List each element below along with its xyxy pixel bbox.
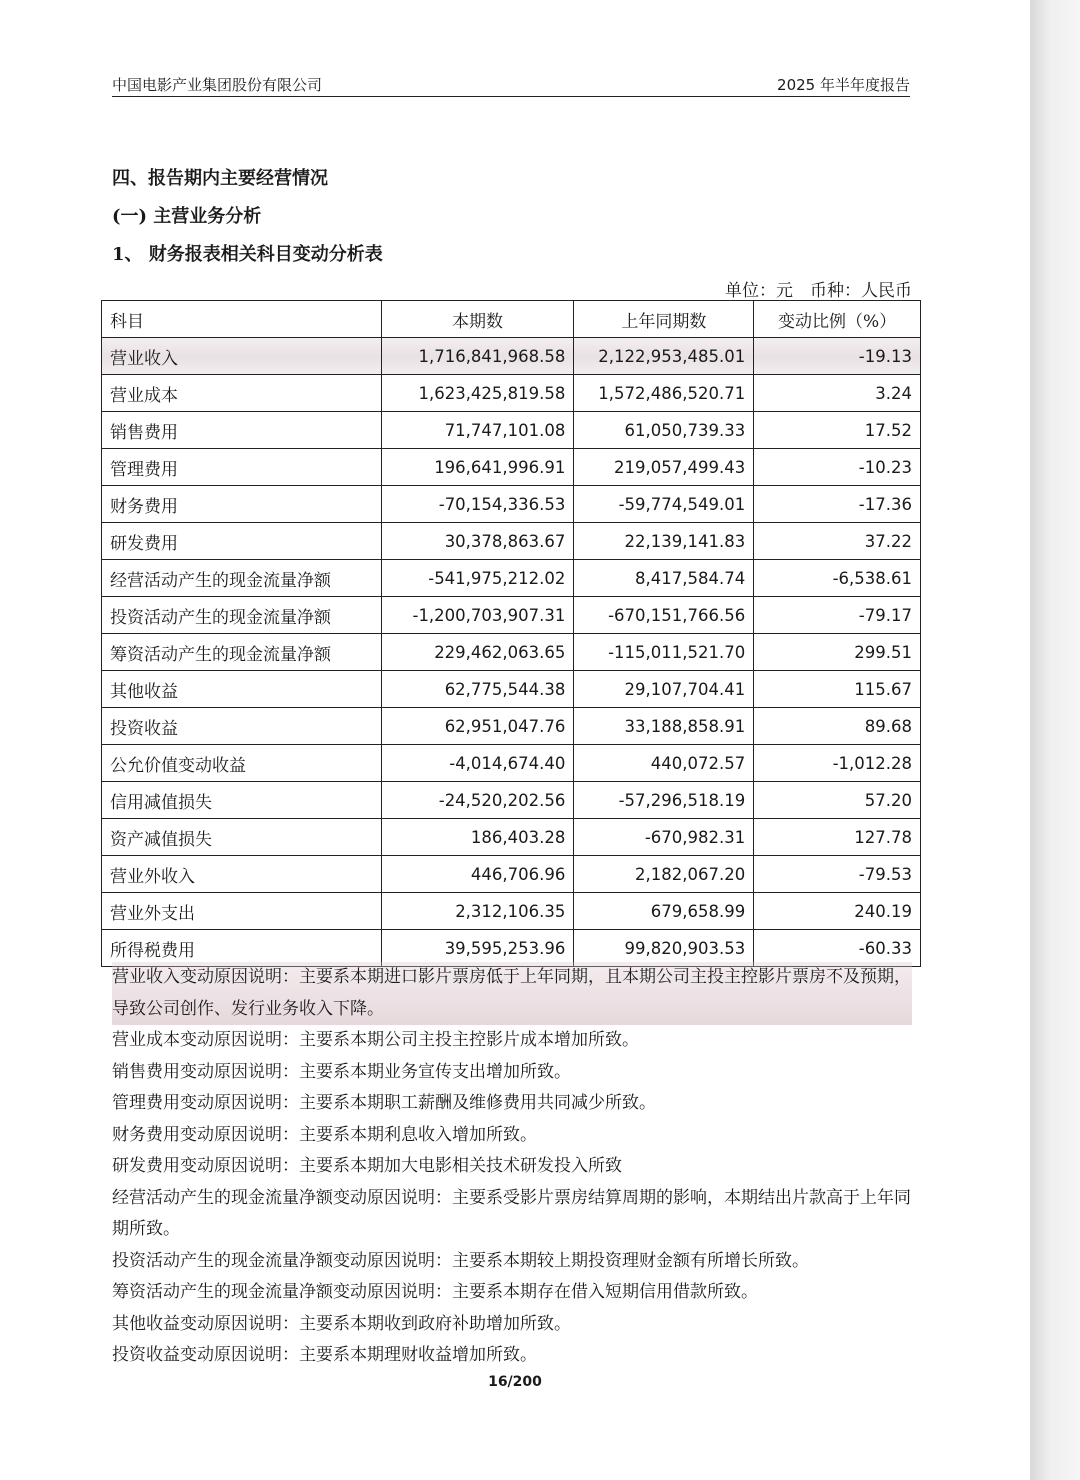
table-row <box>102 634 921 671</box>
table-row <box>102 856 921 893</box>
col-header-item: 科目 <box>102 301 382 338</box>
note-investment-income: 投资收益变动原因说明：主要系本期理财收益增加所致。 <box>112 1345 537 1365</box>
change-pct: -79.17 <box>754 597 921 634</box>
current-value: 1,716,841,968.58 <box>381 338 574 375</box>
prior-value: -57,296,518.19 <box>574 782 754 819</box>
table-row <box>102 412 921 449</box>
change-pct: 57.20 <box>754 782 921 819</box>
change-pct: -1,012.28 <box>754 745 921 782</box>
current-value: 71,747,101.08 <box>381 412 574 449</box>
prior-value: 61,050,739.33 <box>574 412 754 449</box>
table-row <box>102 338 921 375</box>
change-pct: 37.22 <box>754 523 921 560</box>
prior-value: 99,820,903.53 <box>574 930 754 967</box>
current-value: -24,520,202.56 <box>381 782 574 819</box>
col-header-prior: 上年同期数 <box>574 301 754 338</box>
section-title: 四、报告期内主要经营情况 <box>112 168 328 189</box>
page-number: 16/200 <box>488 1374 542 1390</box>
prior-value: 2,122,953,485.01 <box>574 338 754 375</box>
current-value: 62,775,544.38 <box>381 671 574 708</box>
table-row <box>102 560 921 597</box>
current-value: 2,312,106.35 <box>381 893 574 930</box>
col-header-change: 变动比例（%） <box>754 301 921 338</box>
row-label: 筹资活动产生的现金流量净额 <box>102 634 382 671</box>
change-explanations <box>112 962 912 1372</box>
table-row <box>102 486 921 523</box>
note-financing-cashflow: 筹资活动产生的现金流量净额变动原因说明：主要系本期存在借入短期信用借款所致。 <box>112 1282 758 1302</box>
current-value: -541,975,212.02 <box>381 560 574 597</box>
table-caption: 1、 财务报表相关科目变动分析表 <box>112 244 383 265</box>
note-rnd-expense: 研发费用变动原因说明：主要系本期加大电影相关技术研发投入所致 <box>112 1156 622 1176</box>
change-pct: -17.36 <box>754 486 921 523</box>
note-revenue: 营业收入变动原因说明：主要系本期进口影片票房低于上年同期，且本期公司主投主控影片票房不及预期，导致公司创作、发行业务收入下降。 <box>112 962 912 1025</box>
page-edge-shadow <box>1030 0 1080 1480</box>
row-label: 管理费用 <box>102 449 382 486</box>
prior-value: -59,774,549.01 <box>574 486 754 523</box>
unit-note: 单位：元 币种：人民币 <box>725 281 912 301</box>
change-pct: 240.19 <box>754 893 921 930</box>
section-subtitle: (一) 主营业务分析 <box>112 206 262 227</box>
prior-value: 679,658.99 <box>574 893 754 930</box>
current-value: 229,462,063.65 <box>381 634 574 671</box>
note-cost: 营业成本变动原因说明：主要系本期公司主投主控影片成本增加所致。 <box>112 1030 639 1050</box>
table-row <box>102 523 921 560</box>
change-pct: 3.24 <box>754 375 921 412</box>
note-admin-expense: 管理费用变动原因说明：主要系本期职工薪酬及维修费用共同减少所致。 <box>112 1093 656 1113</box>
table-row <box>102 449 921 486</box>
row-label: 所得税费用 <box>102 930 382 967</box>
row-label: 财务费用 <box>102 486 382 523</box>
prior-value: 22,139,141.83 <box>574 523 754 560</box>
row-label: 信用减值损失 <box>102 782 382 819</box>
current-value: 39,595,253.96 <box>381 930 574 967</box>
note-finance-expense: 财务费用变动原因说明：主要系本期利息收入增加所致。 <box>112 1124 537 1145</box>
change-pct: -19.13 <box>754 338 921 375</box>
current-value: 446,706.96 <box>381 856 574 893</box>
note-other-income: 其他收益变动原因说明：主要系本期收到政府补助增加所致。 <box>112 1313 571 1334</box>
prior-value: 1,572,486,520.71 <box>574 375 754 412</box>
row-label: 营业外收入 <box>102 856 382 893</box>
table-header-row <box>102 301 921 338</box>
row-label: 其他收益 <box>102 671 382 708</box>
current-value: 62,951,047.76 <box>381 708 574 745</box>
current-value: -70,154,336.53 <box>381 486 574 523</box>
table-row <box>102 930 921 967</box>
prior-value: 440,072.57 <box>574 745 754 782</box>
change-pct: -79.53 <box>754 856 921 893</box>
table-row <box>102 819 921 856</box>
prior-value: -115,011,521.70 <box>574 634 754 671</box>
prior-value: 29,107,704.41 <box>574 671 754 708</box>
table-row <box>102 671 921 708</box>
page-header <box>112 74 910 97</box>
change-pct: 89.68 <box>754 708 921 745</box>
row-label: 公允价值变动收益 <box>102 745 382 782</box>
prior-value: 33,188,858.91 <box>574 708 754 745</box>
current-value: -1,200,703,907.31 <box>381 597 574 634</box>
prior-value: 219,057,499.43 <box>574 449 754 486</box>
change-pct: -6,538.61 <box>754 560 921 597</box>
row-label: 研发费用 <box>102 523 382 560</box>
prior-value: -670,151,766.56 <box>574 597 754 634</box>
table-row <box>102 708 921 745</box>
change-pct: -60.33 <box>754 930 921 967</box>
report-title: 2025 年半年度报告 <box>777 76 910 94</box>
note-operating-cashflow: 经营活动产生的现金流量净额变动原因说明：主要系受影片票房结算周期的影响，本期结出片款高于上年同期所致。 <box>112 1187 911 1239</box>
row-label: 投资活动产生的现金流量净额 <box>102 597 382 634</box>
prior-value: -670,982.31 <box>574 819 754 856</box>
row-label: 营业成本 <box>102 375 382 412</box>
current-value: 196,641,996.91 <box>381 449 574 486</box>
row-label: 经营活动产生的现金流量净额 <box>102 560 382 597</box>
row-label: 销售费用 <box>102 412 382 449</box>
row-label: 营业外支出 <box>102 893 382 930</box>
row-label: 投资收益 <box>102 708 382 745</box>
table-row <box>102 745 921 782</box>
col-header-current: 本期数 <box>381 301 574 338</box>
table-row <box>102 375 921 412</box>
current-value: 1,623,425,819.58 <box>381 375 574 412</box>
current-value: 186,403.28 <box>381 819 574 856</box>
change-pct: 127.78 <box>754 819 921 856</box>
change-pct: -10.23 <box>754 449 921 486</box>
note-investing-cashflow: 投资活动产生的现金流量净额变动原因说明：主要系本期较上期投资理财金额有所增长所致。 <box>112 1250 809 1271</box>
note-selling-expense: 销售费用变动原因说明：主要系本期业务宣传支出增加所致。 <box>112 1061 571 1082</box>
current-value: 30,378,863.67 <box>381 523 574 560</box>
financial-change-table <box>101 300 921 967</box>
current-value: -4,014,674.40 <box>381 745 574 782</box>
table-row <box>102 893 921 930</box>
change-pct: 115.67 <box>754 671 921 708</box>
change-pct: 17.52 <box>754 412 921 449</box>
prior-value: 2,182,067.20 <box>574 856 754 893</box>
company-name: 中国电影产业集团股份有限公司 <box>112 76 323 94</box>
row-label: 营业收入 <box>102 338 382 375</box>
change-pct: 299.51 <box>754 634 921 671</box>
row-label: 资产减值损失 <box>102 819 382 856</box>
prior-value: 8,417,584.74 <box>574 560 754 597</box>
table-row <box>102 597 921 634</box>
table-row <box>102 782 921 819</box>
